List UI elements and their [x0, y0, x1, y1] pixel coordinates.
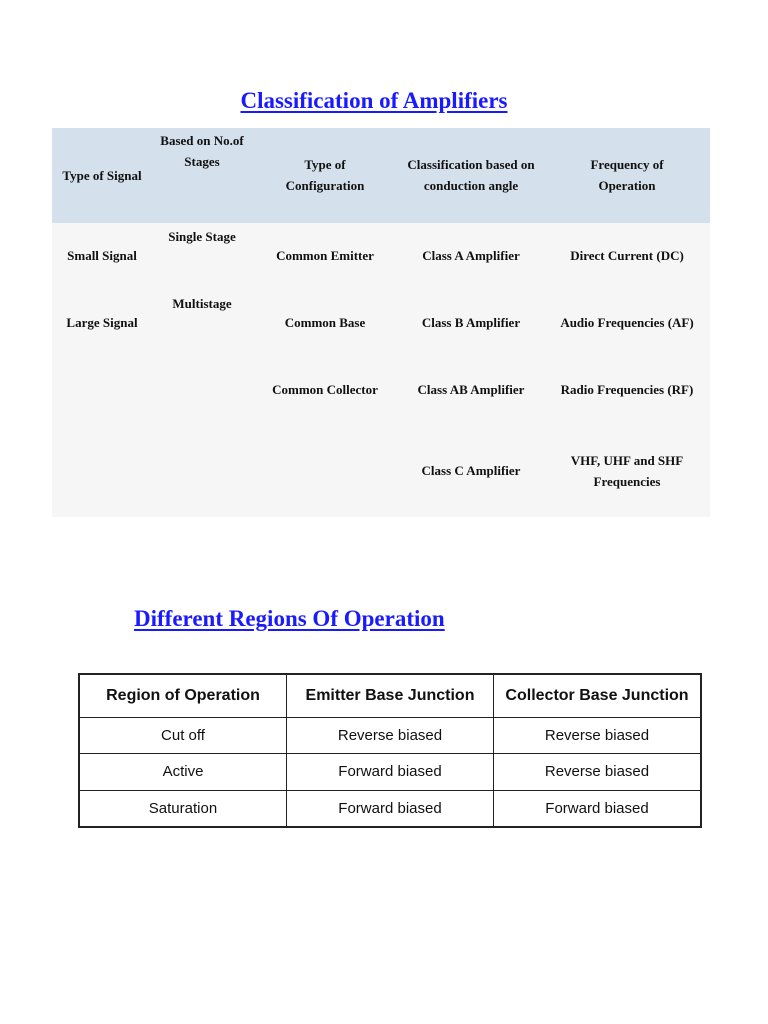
freq-dc: Direct Current (DC) [570, 248, 684, 263]
stage-single: Single Stage [168, 229, 236, 244]
config-common-collector: Common Collector [272, 382, 378, 397]
freq-af: Audio Frequencies (AF) [560, 315, 694, 330]
region-name: Active [79, 754, 287, 790]
table-row [79, 754, 701, 790]
emitter-base-state: Forward biased [287, 754, 494, 790]
region-name: Cut off [79, 718, 287, 754]
header-configuration-line1: Type of [304, 157, 346, 172]
classification-title: Classification of Amplifiers [240, 88, 508, 113]
freq-vhf-line1: VHF, UHF and SHF [570, 453, 684, 468]
header-region: Region of Operation [79, 674, 287, 718]
header-collector-base: Collector Base Junction [494, 674, 702, 718]
header-stages-line2: Stages [184, 154, 220, 169]
region-name: Saturation [79, 790, 287, 827]
regions-title: Different Regions Of Operation [134, 606, 445, 631]
header-frequency-line2: Operation [598, 178, 656, 193]
header-emitter-base: Emitter Base Junction [287, 674, 494, 718]
classification-table [52, 128, 710, 517]
freq-rf: Radio Frequencies (RF) [560, 382, 694, 397]
config-common-emitter: Common Emitter [276, 248, 374, 263]
collector-base-state: Reverse biased [494, 718, 702, 754]
header-conduction-angle-line1: Classification based on [407, 157, 535, 172]
class-b: Class B Amplifier [421, 315, 521, 330]
header-conduction-angle-line2: conduction angle [423, 178, 519, 193]
class-ab: Class AB Amplifier [417, 382, 525, 397]
header-frequency-line1: Frequency of [590, 157, 664, 172]
emitter-base-state: Forward biased [287, 790, 494, 827]
regions-header-row [79, 674, 701, 718]
collector-base-state: Reverse biased [494, 754, 702, 790]
freq-vhf-line2: Frequencies [593, 474, 661, 489]
header-type-of-signal: Type of Signal [62, 168, 142, 183]
regions-table [78, 673, 702, 828]
header-configuration-line2: Configuration [285, 178, 365, 193]
header-stages-line1: Based on No.of [160, 133, 244, 148]
collector-base-state: Forward biased [494, 790, 702, 827]
config-common-base: Common Base [284, 315, 366, 330]
emitter-base-state: Reverse biased [287, 718, 494, 754]
signal-type-large: Large Signal [66, 315, 138, 330]
class-a: Class A Amplifier [422, 248, 520, 263]
table-row [79, 790, 701, 827]
table-row [79, 718, 701, 754]
class-c: Class C Amplifier [421, 463, 521, 478]
stage-multi: Multistage [172, 296, 232, 311]
signal-type-small: Small Signal [67, 248, 137, 263]
